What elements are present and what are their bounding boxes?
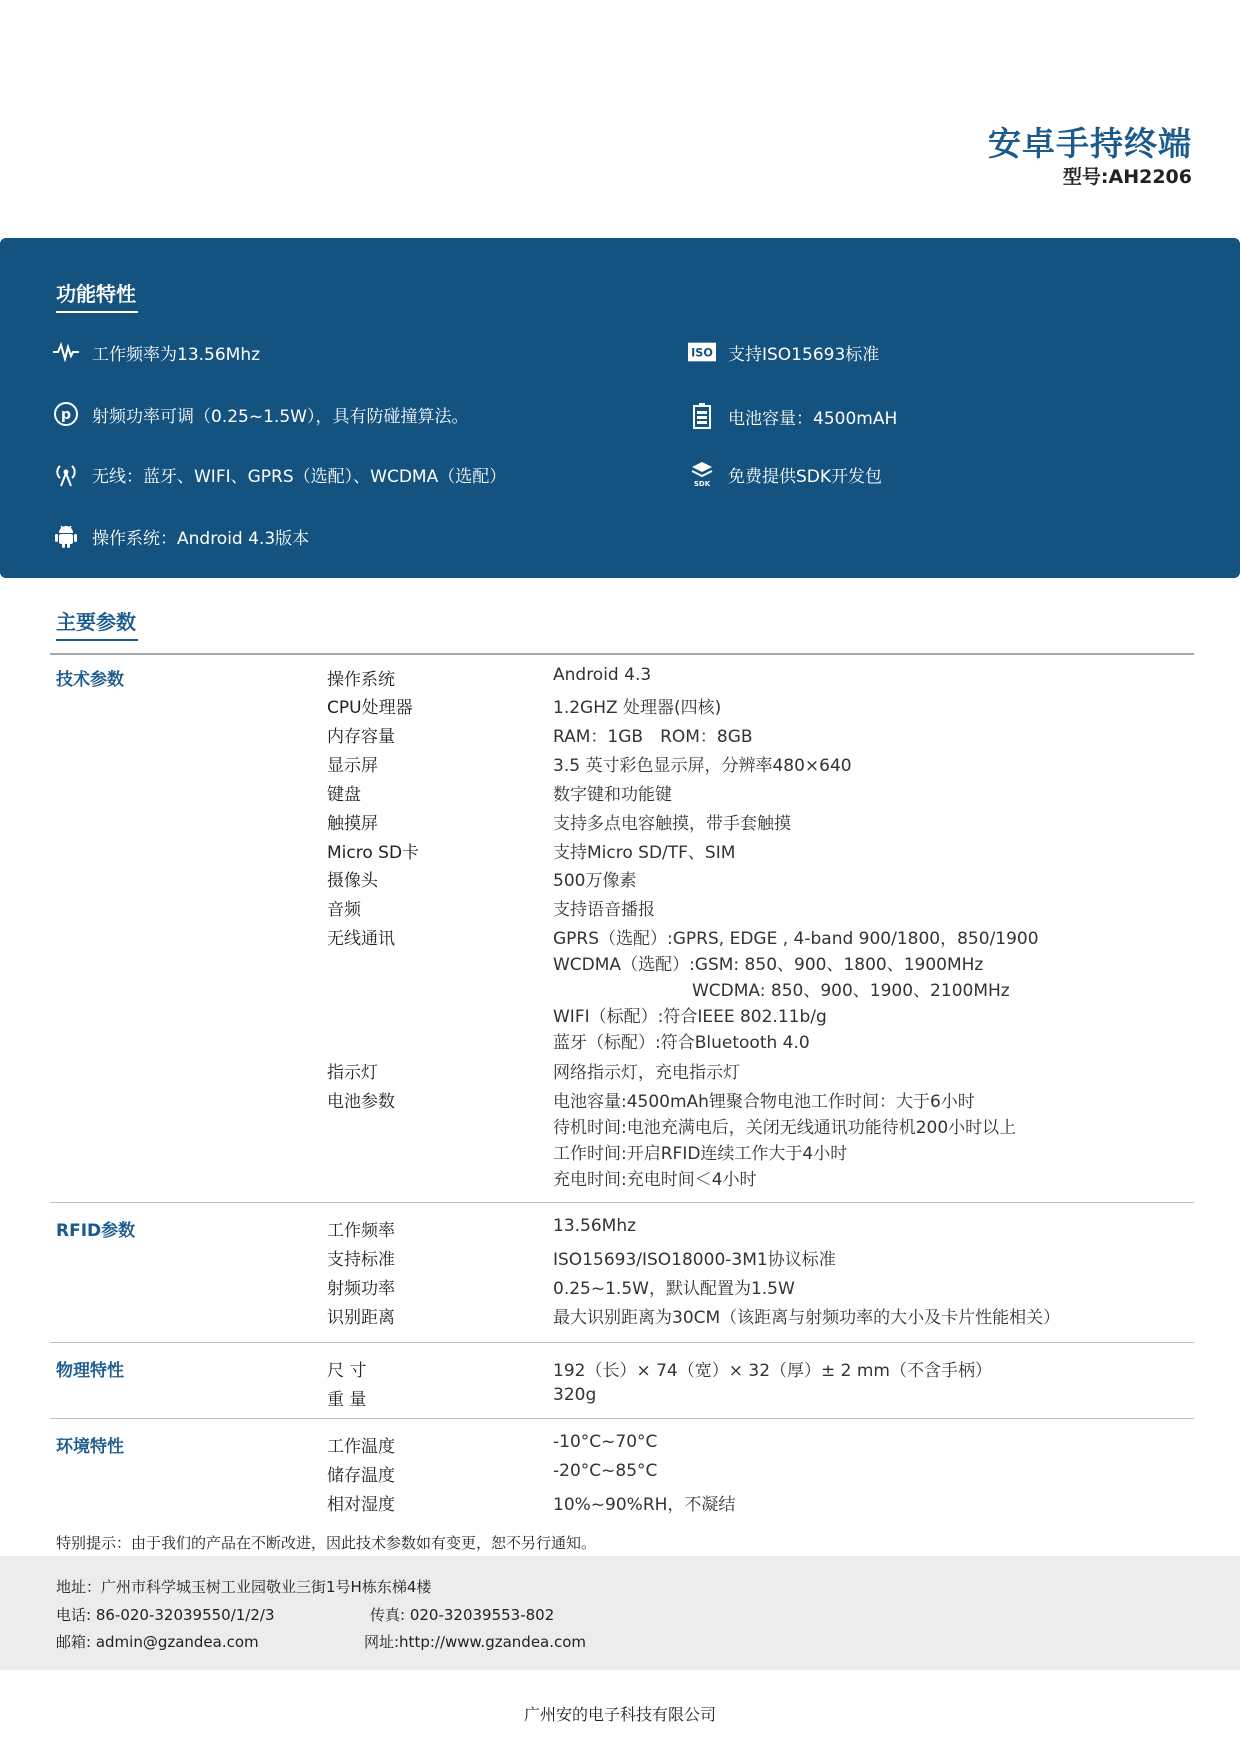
param-label: 工作频率	[327, 1221, 395, 1241]
contact-section	[0, 1556, 1240, 1670]
feature-battery	[688, 402, 897, 430]
model-number: 型号:AH2206	[1062, 166, 1192, 188]
param-label: 识别距离	[327, 1308, 395, 1328]
feature-wireless	[52, 460, 506, 488]
param-label: 摄像头	[327, 871, 378, 891]
waveform-icon	[52, 338, 80, 366]
param-value: Android 4.3	[553, 665, 652, 685]
antenna-icon	[52, 460, 80, 488]
param-value: 支持语音播报	[553, 900, 655, 920]
divider	[50, 1418, 1194, 1419]
param-label: 显示屏	[327, 756, 378, 776]
battery-icon	[688, 402, 716, 430]
iso-icon	[688, 338, 716, 366]
category-label: 物理特性	[56, 1361, 124, 1381]
param-label: 支持标准	[327, 1250, 395, 1270]
contact-fax: 传真: 020-32039553-802	[370, 1606, 555, 1624]
param-label: 电池参数	[327, 1092, 395, 1112]
features-section	[0, 238, 1240, 578]
feature-text: 操作系统：Android 4.3版本	[92, 528, 310, 549]
features-section-title: 功能特性	[56, 278, 136, 307]
param-value: 充电时间:充电时间＜4小时	[553, 1170, 757, 1190]
param-label: 储存温度	[327, 1466, 395, 1486]
svg-text:SDK: SDK	[693, 480, 711, 487]
param-value: 支持多点电容触摸，带手套触摸	[553, 814, 791, 834]
param-value: 10%~90%RH，不凝结	[553, 1495, 736, 1515]
feature-sdk	[688, 460, 882, 488]
param-value: 192（长）× 74（宽）× 32（厚）± 2 mm（不含手柄）	[553, 1361, 992, 1381]
company-name: 广州安的电子科技有限公司	[523, 1705, 716, 1724]
param-value: WCDMA: 850、900、1900、2100MHz	[692, 981, 1010, 1001]
param-label: 音频	[327, 900, 361, 920]
param-value: 网络指示灯，充电指示灯	[553, 1063, 740, 1083]
param-label: 触摸屏	[327, 814, 378, 834]
disclaimer-note: 特别提示：由于我们的产品在不断改进，因此技术参数如有变更，恕不另行通知。	[56, 1534, 597, 1552]
param-value: 支持Micro SD/TF、SIM	[553, 843, 736, 863]
param-value: GPRS（选配）:GPRS, EDGE , 4-band 900/1800，850/1900	[553, 929, 1039, 949]
param-value: WIFI（标配）:符合IEEE 802.11b/g	[553, 1007, 827, 1027]
contact-address: 地址：广州市科学城玉树工业园敬业三街1号H栋东梯4楼	[56, 1578, 432, 1596]
param-value: 蓝牙（标配）:符合Bluetooth 4.0	[553, 1033, 810, 1053]
params-section-title: 主要参数	[56, 606, 136, 635]
contact-email: 邮箱: admin@gzandea.com	[56, 1633, 259, 1651]
param-label: 相对湿度	[327, 1495, 395, 1515]
param-label: 工作温度	[327, 1437, 395, 1457]
param-label: 尺 寸	[327, 1361, 367, 1381]
param-value: 3.5 英寸彩色显示屏，分辨率480×640	[553, 756, 852, 776]
feature-text: 电池容量：4500mAH	[728, 408, 898, 429]
param-value: 0.25~1.5W，默认配置为1.5W	[553, 1279, 795, 1299]
feature-text: 工作频率为13.56Mhz	[92, 344, 261, 365]
param-label: 内存容量	[327, 727, 395, 747]
contact-website: 网址:http://www.gzandea.com	[364, 1633, 587, 1651]
feature-text: 免费提供SDK开发包	[728, 466, 883, 487]
param-label: 重 量	[327, 1390, 367, 1410]
feature-text: 支持ISO15693标准	[728, 344, 880, 365]
feature-os	[52, 522, 309, 550]
param-label: 射频功率	[327, 1279, 395, 1299]
product-title: 安卓手持终端	[988, 124, 1192, 163]
param-label: Micro SD卡	[327, 843, 420, 863]
param-label: 操作系统	[327, 670, 395, 690]
category-label: 环境特性	[56, 1437, 124, 1457]
param-value: 数字键和功能键	[553, 785, 672, 805]
param-label: 指示灯	[327, 1063, 378, 1083]
param-value: -20°C~85°C	[553, 1461, 658, 1481]
param-value: 最大识别距离为30CM（该距离与射频功率的大小及卡片性能相关）	[553, 1308, 1061, 1328]
category-label: 技术参数	[56, 670, 124, 690]
android-icon	[52, 522, 80, 550]
param-label: 键盘	[327, 785, 361, 805]
param-value: 待机时间:电池充满电后，关闭无线通讯功能待机200小时以上	[553, 1118, 1017, 1138]
feature-iso	[688, 338, 879, 366]
contact-phone: 电话: 86-020-32039550/1/2/3	[56, 1606, 275, 1624]
param-value: ISO15693/ISO18000-3M1协议标准	[553, 1250, 836, 1270]
param-value: 工作时间:开启RFID连续工作大于4小时	[553, 1144, 848, 1164]
svg-text:p: p	[60, 407, 72, 423]
feature-text: 无线：蓝牙、WIFI、GPRS（选配）、WCDMA（选配）	[92, 466, 507, 487]
power-p-icon	[52, 400, 80, 428]
param-value: RAM：1GB ROM：8GB	[553, 727, 753, 747]
param-value: 13.56Mhz	[553, 1216, 637, 1236]
feature-rf-power	[52, 400, 468, 428]
param-label: 无线通讯	[327, 929, 395, 949]
param-value: WCDMA（选配）:GSM: 850、900、1800、1900MHz	[553, 955, 984, 975]
divider	[50, 1202, 1194, 1203]
category-label: RFID参数	[56, 1221, 136, 1241]
param-value: 500万像素	[553, 871, 637, 891]
param-label: CPU处理器	[327, 698, 413, 718]
param-value: -10°C~70°C	[553, 1432, 658, 1452]
sdk-icon	[688, 460, 716, 488]
param-value: 320g	[553, 1385, 597, 1405]
param-value: 1.2GHZ 处理器(四核)	[553, 698, 722, 718]
param-value: 电池容量:4500mAh锂聚合物电池工作时间：大于6小时	[553, 1092, 975, 1112]
divider	[50, 1342, 1194, 1343]
divider	[50, 653, 1194, 655]
feature-frequency	[52, 338, 260, 366]
feature-text: 射频功率可调（0.25~1.5W），具有防碰撞算法。	[92, 406, 469, 427]
svg-text:ISO: ISO	[691, 346, 713, 360]
